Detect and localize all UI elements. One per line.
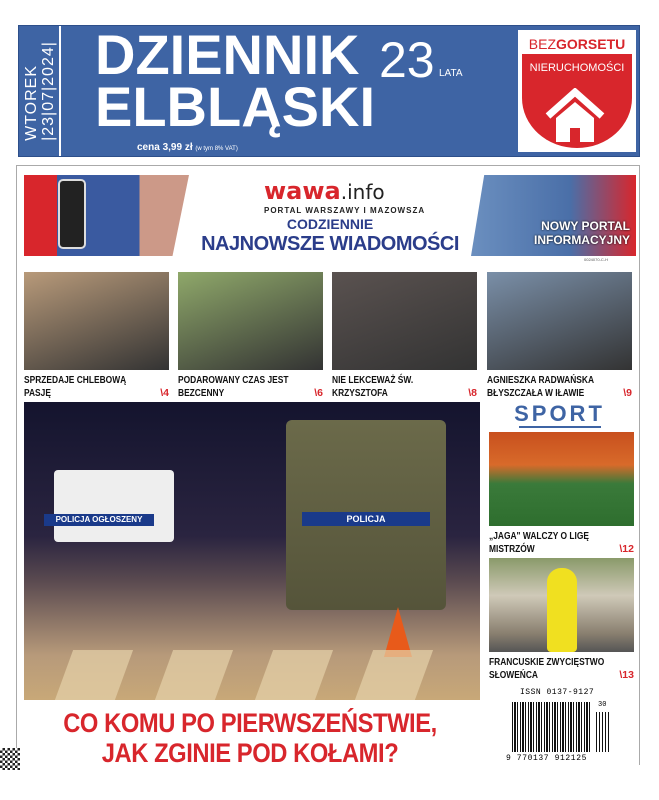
crosswalk-stripe [255, 650, 333, 700]
issue-number: 30 [598, 701, 607, 709]
page-ref: \12 [619, 543, 634, 555]
masthead [18, 25, 640, 157]
price-value: cena 3,99 zł [137, 142, 193, 153]
van-label: POLICJA [302, 512, 430, 526]
main-headline[interactable] [20, 708, 480, 768]
crosswalk-stripe [355, 650, 433, 700]
teaser-caption[interactable] [24, 374, 169, 400]
teaser-title: PODAROWANY CZAS JEST BEZCENNY [178, 374, 289, 399]
teaser-caption[interactable] [487, 374, 632, 400]
title-line-2: ELBLĄSKI [95, 75, 375, 138]
screen-label: POLICJA OGŁOSZENY [44, 514, 154, 526]
promo-bez: BEZ [528, 36, 556, 52]
page-ref: \13 [619, 669, 634, 681]
anniversary-label: LATA [439, 68, 463, 79]
ad-right-line-1: NOWY PORTAL [541, 219, 630, 233]
crosswalk-stripe [55, 650, 133, 700]
issue-date: |23|07|2024| [40, 41, 57, 141]
title-line-1: DZIENNIK [95, 23, 360, 86]
main-photo[interactable] [24, 402, 480, 700]
teaser-title: SPRZEDAJE CHLEBOWĄ PASJĘ [24, 374, 127, 399]
anniversary-number: 23 [379, 32, 435, 88]
qr-code [0, 748, 20, 770]
house-icon [544, 88, 606, 144]
advertisement-banner[interactable] [24, 175, 636, 256]
teaser-photo[interactable] [24, 272, 169, 370]
sport-heading: SPORT [487, 402, 632, 428]
date-column [19, 26, 61, 156]
teaser-photo[interactable] [487, 272, 632, 370]
promo-box-real-estate[interactable] [518, 30, 636, 152]
barcode-number: 9 770137 912125 [506, 754, 588, 763]
teaser-caption[interactable] [332, 374, 477, 400]
crosswalk-stripe [155, 650, 233, 700]
headline-line-2: JAK ZGINIE POD KOŁAMI? [101, 738, 399, 768]
price [137, 142, 238, 153]
ad-brand-logo [264, 177, 385, 206]
price-note: (w tym 8% VAT) [195, 146, 238, 152]
headline-line-1: CO KOMU PO PIERWSZEŃSTWIE, [63, 708, 437, 738]
ad-line-2: NAJNOWSZE WIADOMOŚCI [201, 233, 459, 255]
teaser-title: AGNIESZKA RADWAŃSKA BŁYSZCZAŁA W IŁAWIE [487, 374, 594, 399]
teaser-caption[interactable] [178, 374, 323, 400]
ad-right-text [534, 219, 630, 247]
sport-title: „JAGA" WALCZY O LIGĘ MISTRZÓW [489, 530, 589, 555]
sport-photo-cycling[interactable] [489, 558, 634, 652]
page-ref: \6 [314, 387, 323, 399]
teaser-photo[interactable] [332, 272, 477, 370]
page-ref: \4 [160, 387, 169, 399]
weekday: WTOREK [23, 64, 40, 141]
cyclist [547, 568, 577, 652]
ambulance [54, 470, 174, 542]
sport-caption[interactable] [489, 530, 634, 556]
barcode-addon [596, 712, 610, 752]
teaser-photo[interactable] [178, 272, 323, 370]
ad-brand-suffix: .info [340, 180, 385, 204]
sport-photo-football[interactable] [489, 432, 634, 526]
page-ref: \9 [623, 387, 632, 399]
sport-title: FRANCUSKIE ZWYCIĘSTWO SŁOWEŃCA [489, 656, 605, 681]
teaser-title: NIE LEKCEWAŻ ŚW. KRZYSZTOFA [332, 374, 414, 399]
sport-caption[interactable] [489, 656, 634, 682]
page-ref: \8 [468, 387, 477, 399]
ad-line-1: CODZIENNIE [286, 216, 374, 232]
ad-code: 0024070-C-H [584, 257, 609, 262]
promo-section: NIERUCHOMOŚCI [529, 62, 625, 74]
barcode [512, 702, 590, 752]
issn: ISSN 0137-9127 [520, 688, 595, 697]
ad-right-line-2: INFORMACYJNY [533, 233, 630, 247]
shield-shape [522, 54, 632, 148]
promo-gorsetu: GORSETU [556, 36, 626, 52]
police-van [286, 420, 446, 610]
ad-brand: wawa [264, 177, 341, 205]
ad-tagline: PORTAL WARSZAWY I MAZOWSZA [264, 206, 426, 215]
